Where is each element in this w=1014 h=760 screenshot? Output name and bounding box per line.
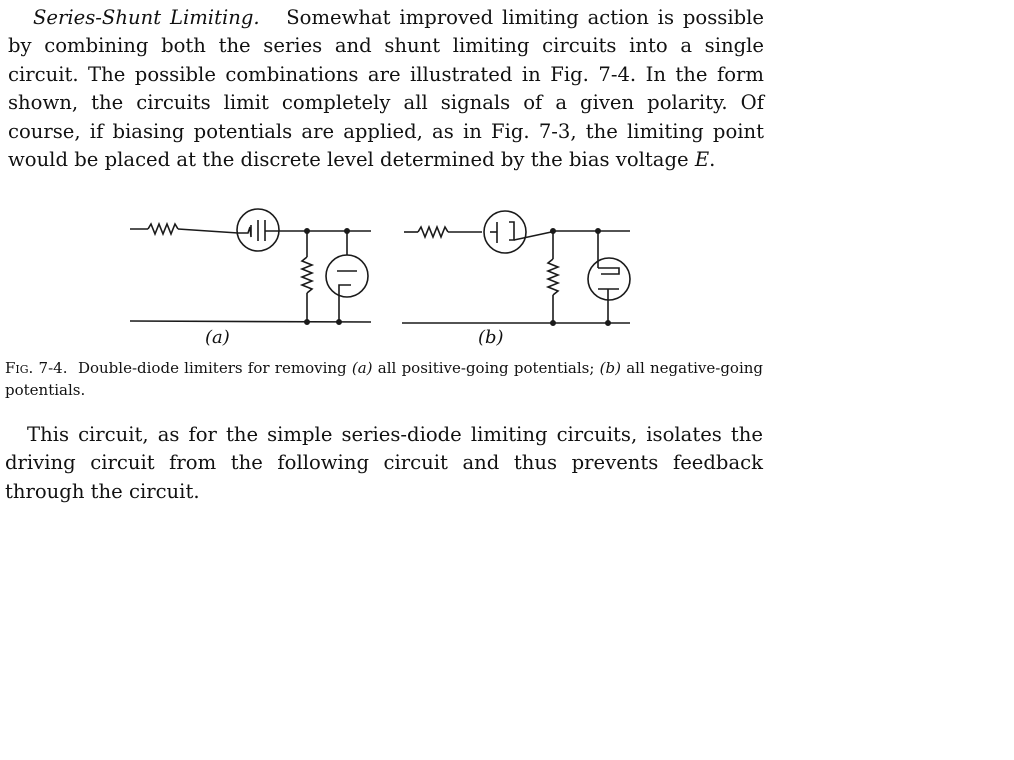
caption-text-3: all negative-going potentials. (5, 359, 764, 399)
paragraph-series-shunt-limiting (8, 4, 764, 174)
shunt-diode-b (588, 258, 630, 300)
shunt-diode-a (326, 255, 368, 297)
paragraph-body: Somewhat improved limiting action is possible by combining both the series and shunt limiting circuits into a single circuit. The possible combinations are illustrated in Fig. 7-4. In the form shown, the circuits limit completely all signals of a given polarity. Of course, if biasing potentials are applied, as in Fig. 7-3, the limiting point would be placed at the discrete level determined by the bias voltage (8, 6, 764, 172)
figure-label-b: (b) (478, 327, 504, 348)
caption-mark-b: (b) (599, 359, 621, 377)
shunt-resistor-b (548, 259, 558, 295)
shunt-resistor-a (302, 257, 312, 293)
circuit-b-diagram (402, 211, 630, 325)
figure-caption (5, 358, 763, 401)
bias-variable: E (694, 148, 710, 172)
paragraph-lead-heading: Series-Shunt Limiting. (33, 6, 260, 29)
circuit-a-diagram (130, 209, 371, 324)
caption-text-2: all positive-going potentials; (377, 359, 595, 377)
caption-mark-a: (a) (351, 359, 373, 377)
series-resistor-a (148, 224, 178, 234)
figure-label-a: (a) (205, 327, 230, 348)
series-resistor-b (418, 227, 448, 237)
figure-7-4-circuits (120, 195, 640, 355)
caption-text-1: Double-diode limiters for removing (77, 359, 347, 377)
paragraph-end: . (709, 148, 716, 172)
paragraph-isolation: This circuit, as for the simple series-diode limiting circuits, isolates the driving circuit from the following circuit and thus prevents feedback through the circuit. (5, 423, 763, 503)
caption-figure-number: Fig. 7-4. (5, 359, 68, 377)
